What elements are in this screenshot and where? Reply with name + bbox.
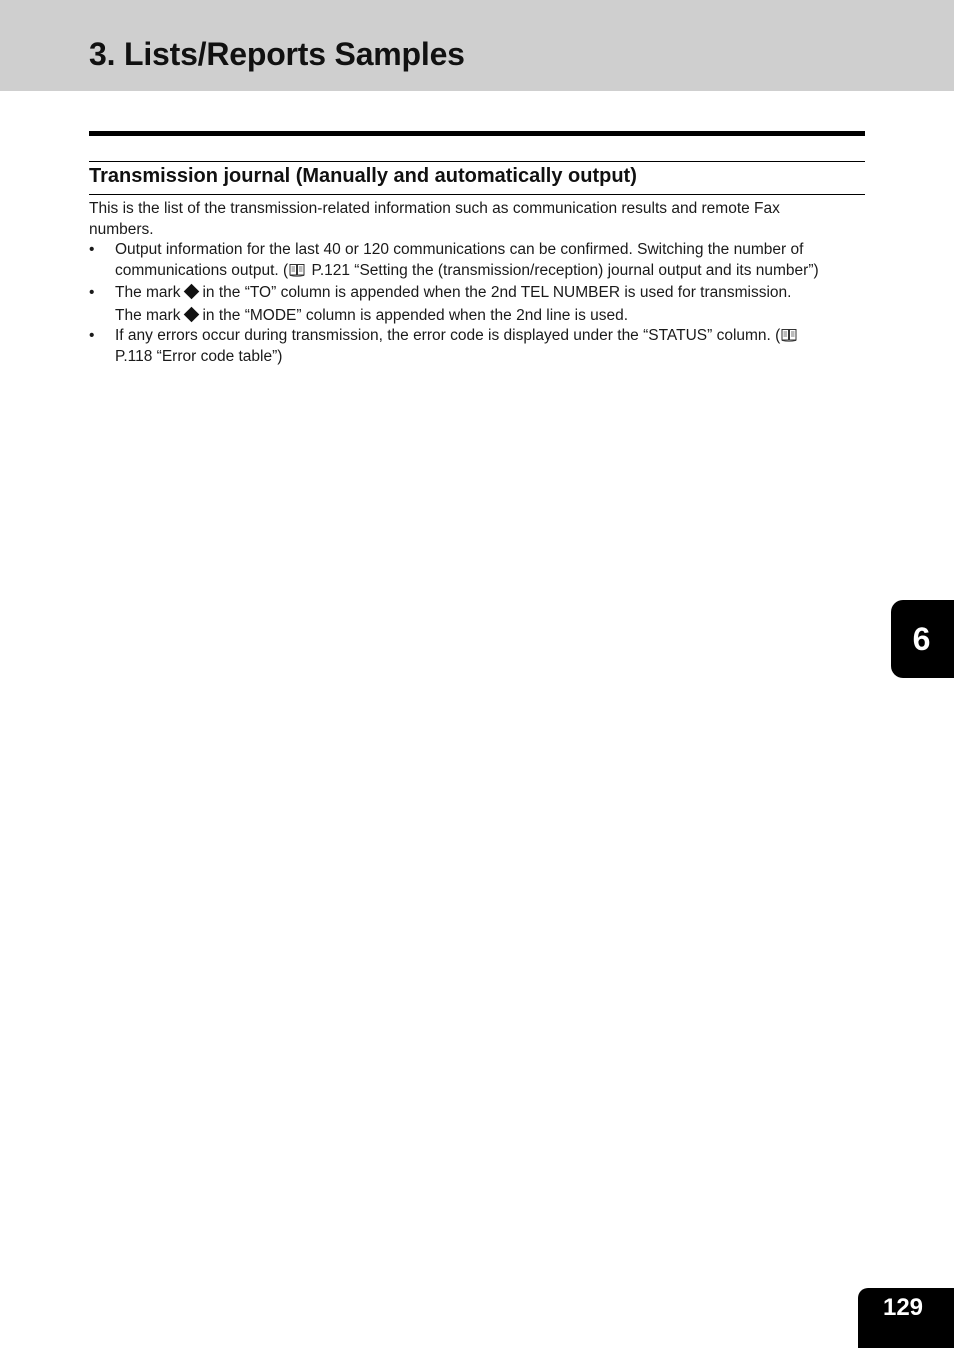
chapter-title: 3. Lists/Reports Samples — [89, 36, 465, 72]
heading-rule-bottom — [89, 194, 865, 195]
bullet-item-output-info — [89, 240, 869, 281]
bullet-item-mark-explanation — [89, 283, 869, 326]
bullet-text: communications output. ( — [115, 261, 289, 279]
bullet-text: The mark — [115, 284, 181, 301]
diamond-mark-icon — [184, 284, 200, 300]
intro-paragraph — [89, 199, 869, 240]
heading-rule-top — [89, 161, 865, 162]
bullet-text: If any errors occur during transmission, the error code is displayed under the “STATUS” column. ( — [115, 327, 781, 344]
book-reference-icon — [781, 328, 797, 342]
bullet-line — [115, 261, 869, 282]
bullet-marker: • — [89, 327, 95, 344]
bullet-marker: • — [89, 241, 95, 258]
bullet-text: P.121 “Setting the (transmission/reception) journal output and its number”) — [307, 261, 819, 279]
bullet-text: in the “MODE” column is appended when the 2nd line is used. — [202, 306, 629, 324]
intro-line: This is the list of the transmission-related information such as communication results and remote Fax — [89, 200, 780, 217]
page-number: 129 — [858, 1288, 954, 1348]
diamond-mark-icon — [184, 306, 200, 322]
bullet-line — [115, 326, 869, 347]
bullet-text: in the “TO” column is appended when the 2nd TEL NUMBER is used for transmission. — [202, 284, 792, 301]
section-heading: Transmission journal (Manually and automatically output) — [89, 165, 637, 187]
bullet-marker: • — [89, 284, 95, 301]
intro-line: numbers. — [89, 220, 154, 238]
bullet-line: P.118 “Error code table”) — [115, 347, 283, 365]
section-body — [89, 199, 869, 367]
chapter-tab-number: 6 — [912, 620, 931, 657]
bullet-line — [115, 306, 869, 327]
book-reference-icon — [289, 263, 305, 277]
bullet-line — [115, 283, 869, 304]
bullet-item-errors — [89, 326, 869, 367]
section-divider-thick — [89, 131, 865, 136]
chapter-tab[interactable] — [891, 600, 954, 678]
bullet-text: The mark — [115, 306, 181, 324]
bullet-line: Output information for the last 40 or 120 communications can be confirmed. Switching the number of — [115, 241, 804, 258]
